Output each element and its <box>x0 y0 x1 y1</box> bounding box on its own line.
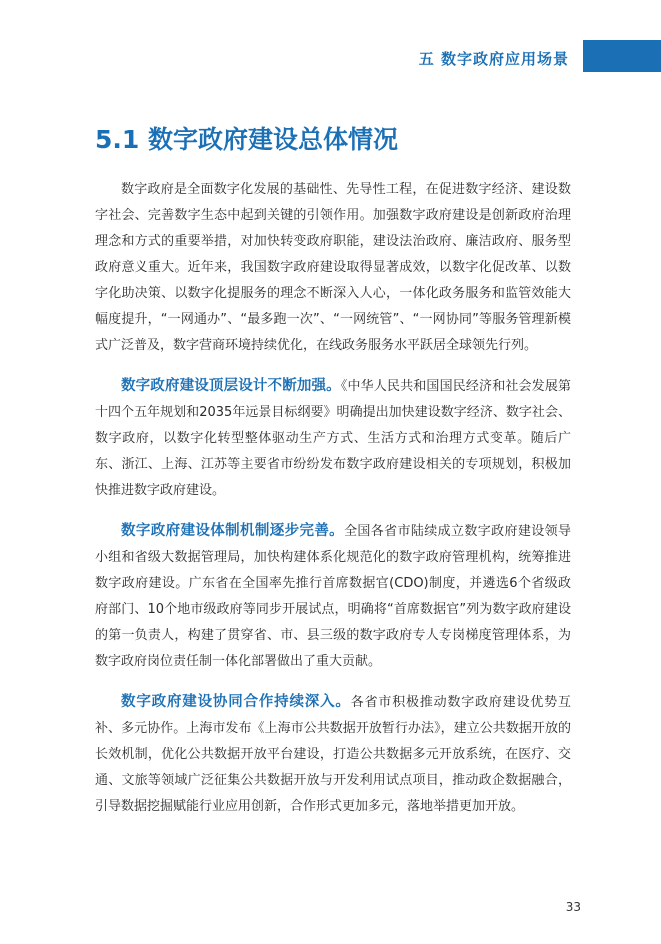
chapter-header-title: 五 数字政府应用场景 <box>418 50 569 68</box>
page-number: 33 <box>565 900 581 914</box>
section-title: 5.1 数字政府建设总体情况 <box>95 125 398 154</box>
body-content <box>95 177 571 820</box>
chapter-header-bar <box>583 40 661 72</box>
paragraph-text: 各省市积极推动数字政府建设优势互补、多元协作。上海市发布《上海市公共数据开放暂行办法》，建立公共数据开放的长效机制，优化公共数据开放平台建设，打造公共数据多元开放系统，在医疗、交通、文旅等领域广泛征集公共数据开放与开发利用试点项目，推动政企数据融合，引导数据挖掘赋能行业应用创新，合作形式更加多元，落地举措更加开放。 <box>95 695 571 814</box>
paragraph-top-level-design <box>95 373 571 504</box>
paragraph-lead: 数字政府建设协同合作持续深入。 <box>121 694 351 710</box>
paragraph-intro <box>95 177 571 359</box>
paragraph-lead: 数字政府建设体制机制逐步完善。 <box>121 523 345 539</box>
paragraph-text: 《中华人民共和国国民经济和社会发展第十四个五年规划和2035年远景目标纲要》明确提出加快建设数字经济、数字社会、数字政府，以数字化转型整体驱动生产方式、生活方式和治理方式变革。随后广东、浙江、上海、江苏等主要省市纷纷发布数字政府建设相关的专项规划，积极加快推进数字政府建设。 <box>95 379 571 498</box>
paragraph-collaboration <box>95 689 571 820</box>
paragraph-intro-text: 数字政府是全面数字化发展的基础性、先导性工程，在促进数字经济、建设数字社会、完善数字生态中起到关键的引领作用。加强数字政府建设是创新政府治理理念和方式的重要举措，对加快转变政府职能，建设法治政府、廉洁政府、服务型政府意义重大。近年来，我国数字政府建设取得显著成效，以数字化促改革、以数字化助决策、以数字化提服务的理念不断深入人心，一体化政务服务和监管效能大幅度提升，“一网通办”、“最多跑一次”、“一网统管”、“一网协同”等服务管理新模式广泛普及，数字营商环境持续优化，在线政务服务水平跃居全球领先行列。 <box>95 182 571 353</box>
paragraph-institutional-mechanism <box>95 518 571 675</box>
paragraph-text: 全国各省市陆续成立数字政府建设领导小组和省级大数据管理局，加快构建体系化规范化的数字政府管理机构，统筹推进数字政府建设。广东省在全国率先推行首席数据官(CDO)制度，并遴选6个省级政府部门、10个地市级政府等同步开展试点，明确将“首席数据官”列为数字政府建设的第一负责人，构建了贯穿省、市、县三级的数字政府专人专岗梯度管理体系，为数字政府岗位责任制一体化部署做出了重大贡献。 <box>95 524 571 669</box>
paragraph-lead: 数字政府建设顶层设计不断加强。 <box>121 378 341 394</box>
